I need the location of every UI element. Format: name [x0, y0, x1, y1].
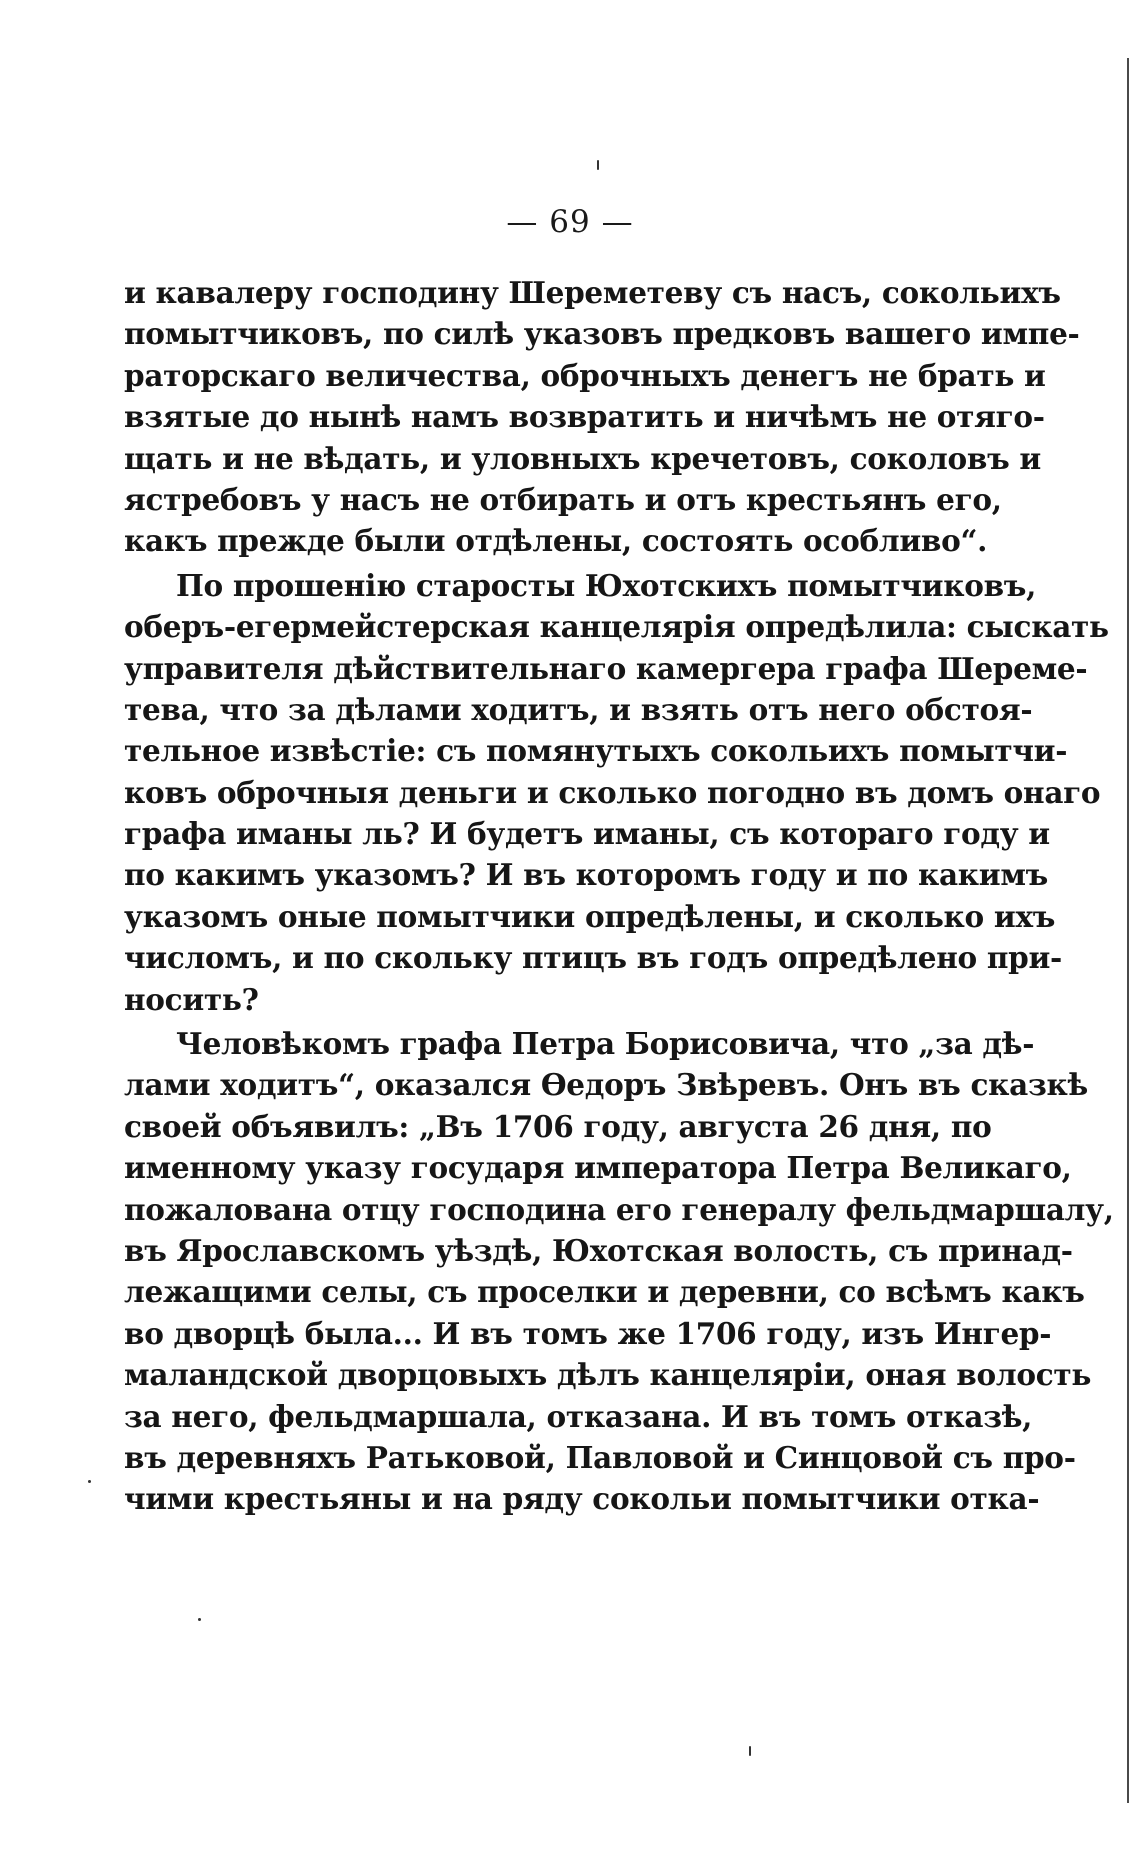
text-line: оберъ-егермейстерская канцелярія опредѣлила: сыскать [124, 609, 1109, 645]
text-line: въ деревняхъ Ратьковой, Павловой и Синцовой съ про- [124, 1439, 1076, 1475]
scan-speck [198, 1618, 201, 1621]
text-line: взятые до нынѣ намъ возвратить и ничѣмъ не отяго- [124, 399, 1045, 435]
body-text [124, 272, 1114, 1520]
text-line: и кавалеру господину Шереметеву съ насъ, сокольихъ [124, 275, 1061, 310]
scan-speck [749, 1746, 751, 1756]
text-line: своей объявилъ: „Въ 1706 году, августа 26 дня, по [124, 1108, 992, 1144]
text-line: числомъ, и по скольку птицъ въ годъ опредѣлено при- [124, 940, 1062, 976]
text-line: По прошенію старосты Юхотскихъ помытчиковъ, [176, 567, 1037, 603]
text-line: чими крестьяны и на ряду сокольи помытчики отка- [124, 1481, 1040, 1517]
text-line: ковъ оброчныя деньги и сколько погодно въ домъ онаго [124, 774, 1101, 810]
text-line: пожалована отцу господина его генералу фельдмаршалу, [124, 1191, 1114, 1227]
scan-edge-line [1127, 58, 1129, 1803]
scan-speck [597, 160, 599, 170]
text-line: щать и не вѣдать, и уловныхъ кречетовъ, соколовъ и [124, 440, 1041, 476]
text-line: раторскаго величества, оброчныхъ денегъ не брать и [124, 357, 1046, 393]
text-line: маландской дворцовыхъ дѣлъ канцеляріи, оная волость [124, 1357, 1092, 1393]
paragraph [124, 1023, 1114, 1520]
page-number: — 69 — [506, 204, 634, 240]
text-line: по какимъ указомъ? И въ которомъ году и по какимъ [124, 857, 1048, 893]
text-line: за него, фельдмаршала, отказана. И въ томъ отказѣ, [124, 1398, 1033, 1434]
text-line: именному указу государя императора Петра Великаго, [124, 1150, 1072, 1186]
text-line: помытчиковъ, по силѣ указовъ предковъ вашего импе- [124, 316, 1080, 352]
text-line: лами ходитъ“, оказался Өедоръ Звѣревъ. Онъ въ сказкѣ [124, 1067, 1088, 1103]
text-line: указомъ оные помытчики опредѣлены, и сколько ихъ [124, 898, 1056, 934]
text-line: носить? [124, 981, 259, 1017]
scan-speck [88, 1480, 91, 1483]
text-line: въ Ярославскомъ уѣздѣ, Юхотская волость, съ принад- [124, 1232, 1073, 1268]
text-line: управителя дѣйствительнаго камергера графа Шереме- [124, 650, 1088, 686]
text-line: во дворцѣ была... И въ томъ же 1706 году, изъ Ингер- [124, 1315, 1052, 1351]
text-line: тельное извѣстіе: съ помянутыхъ сокольихъ помытчи- [124, 733, 1068, 769]
text-line: ястребовъ у насъ не отбирать и отъ крестьянъ его, [124, 481, 1002, 517]
text-line: Человѣкомъ графа Петра Борисовича, что „за дѣ- [176, 1026, 1035, 1062]
text-line: какъ прежде были отдѣлены, состоять особливо“. [124, 523, 988, 559]
paragraph [124, 565, 1109, 1020]
text-line: тева, что за дѣлами ходитъ, и взять отъ него обстоя- [124, 691, 1033, 727]
paragraph [124, 272, 1080, 562]
text-line: лежащими селы, съ проселки и деревни, со всѣмъ какъ [124, 1274, 1085, 1310]
text-line: графа иманы ль? И будетъ иманы, съ котораго году и [124, 816, 1050, 852]
